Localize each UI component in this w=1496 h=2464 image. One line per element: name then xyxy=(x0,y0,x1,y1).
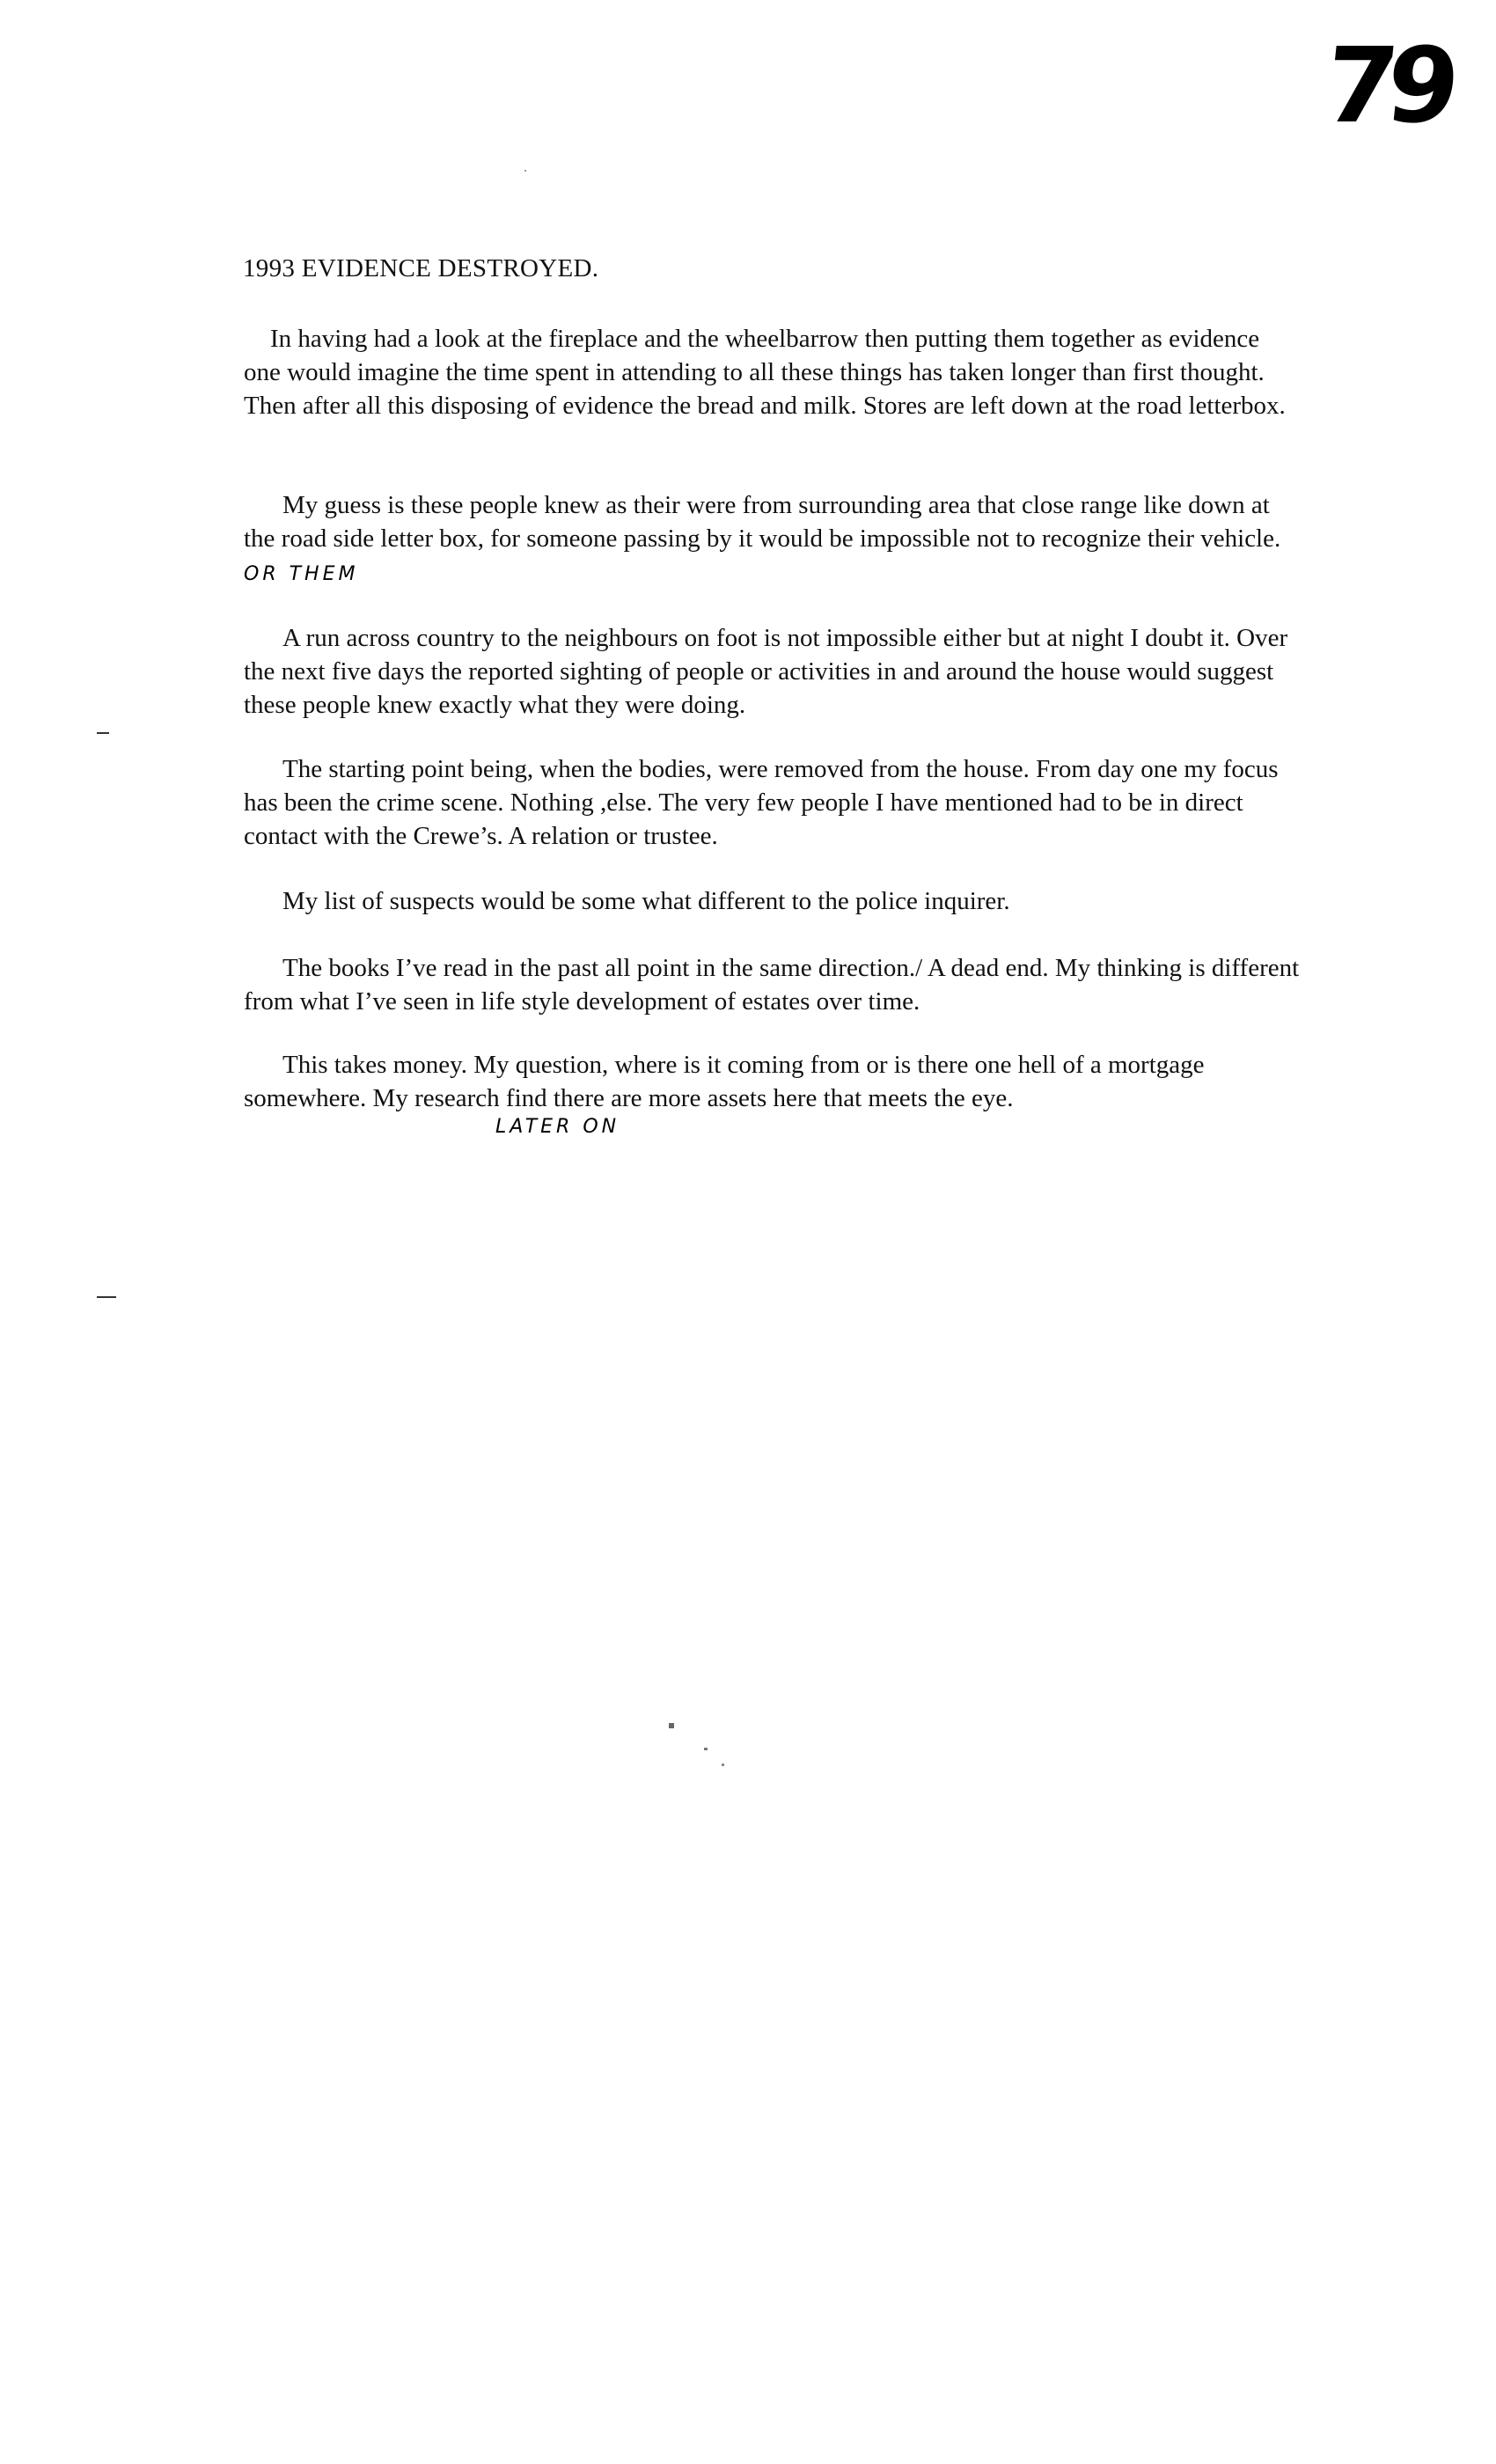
paragraph-2-text: My guess is these people knew as their were from surrounding area that close range like down at the road side letter box, for someone passing by it would be impossible not to recognize their vehicle. xyxy=(244,491,1281,553)
handwritten-note-later-on: LATER ON xyxy=(495,1116,620,1138)
paragraph-5 xyxy=(244,884,1300,918)
page-title: 1993 EVIDENCE DESTROYED. xyxy=(243,254,599,282)
page-number: 79 xyxy=(1318,25,1456,146)
paragraph-4-text: The starting point being, when the bodies, were removed from the house. From day one my focus has been the crime scene. Nothing ,else. The very few people I have mentioned had to be in direct contact with the Crewe’s. A relation or trustee. xyxy=(244,755,1279,850)
paragraph-6-text: The books I’ve read in the past all point in the same direction./ A dead end. My thinking is different from what I’ve seen in life style development of estates over time. xyxy=(244,954,1300,1016)
paragraph-5-text: My list of suspects would be some what different to the police inquirer. xyxy=(282,887,1010,915)
scan-speck xyxy=(669,1723,674,1728)
scan-speck xyxy=(97,1296,116,1298)
paragraph-3 xyxy=(244,621,1300,722)
scan-speck xyxy=(704,1748,708,1750)
paragraph-7 xyxy=(244,1048,1300,1115)
paragraph-1 xyxy=(244,322,1300,422)
paragraph-4 xyxy=(244,752,1300,853)
paragraph-2 xyxy=(244,488,1300,591)
paragraph-6 xyxy=(244,951,1300,1018)
paragraph-7-text: This takes money. My question, where is it coming from or is there one hell of a mortgage somewhere. My research find there are more assets here that meets the eye. xyxy=(244,1051,1205,1112)
handwritten-note-or-them: OR THEM xyxy=(244,563,359,585)
scan-speck xyxy=(97,732,109,734)
paragraph-3-text: A run across country to the neighbours on foot is not impossible either but at night I doubt it. Over the next five days the reported sighting of people or activities in and around the house would suggest these people knew exactly what they were doing. xyxy=(244,624,1288,719)
scan-speck xyxy=(722,1764,724,1766)
scan-speck xyxy=(524,170,526,172)
paragraph-1-text: In having had a look at the fireplace and the wheelbarrow then putting them together as evidence one would imagine the time spent in attending to all these things has taken longer than first thought. Then after all this disposing of evidence the bread and milk. Stores are left down at the road letterbox. xyxy=(244,325,1286,420)
